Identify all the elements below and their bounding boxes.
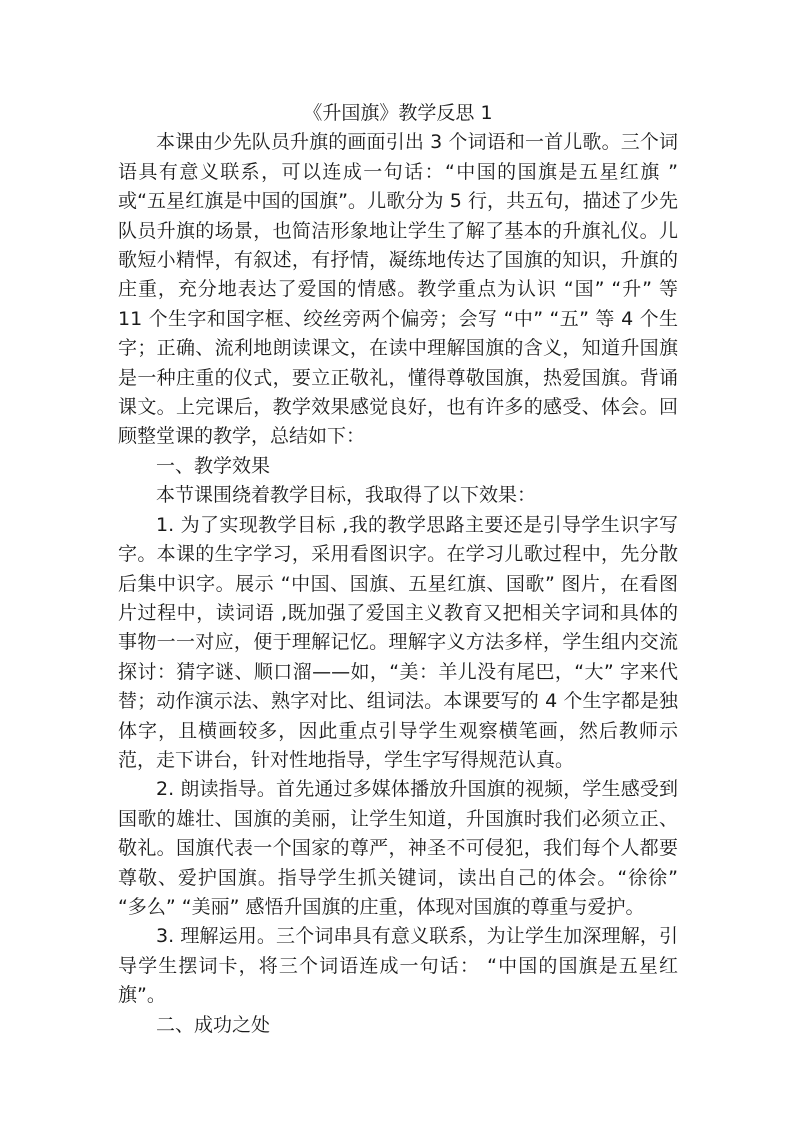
point-1-paragraph: 1. 为了实现教学目标 ,我的教学思路主要还是引导学生识字写字。本课的生字学习，采用看图识字。在学习儿歌过程中，先分散后集中识字。展示 “中国、国旗、五星红旗、国歌” 图片，在看图片过程中，读词语 ,既加强了爱国主义教育又把相关字词和具体的事物一一对应，便于理解记忆。理解字义方法多样，学生组内交流探讨：猜字谜、顺口溜——如，“美：羊儿没有尾巴，“大” 字来代替；动作演示法、熟字对比、组词法。本课要写的 4 个生字都是独体字，且横画较多，因此重点引导学生观察横笔画，然后教师示范，走下讲台，针对性地指导，学生字写得规范认真。 xyxy=(118,513,678,771)
document-title: 《升国旗》教学反思 1 xyxy=(303,102,493,124)
section-heading-teaching-effect: 一、教学效果 xyxy=(156,454,271,477)
point-3-paragraph: 3. 理解运用。三个词串具有意义联系，为让学生加深理解，引导学生摆词卡，将三个词语连成一句话： “中国的国旗是五星红旗”。 xyxy=(118,925,678,1007)
section-lead-paragraph: 本节课围绕着教学目标，我取得了以下效果： xyxy=(156,484,537,507)
intro-paragraph: 本课由少先队员升旗的画面引出 3 个词语和一首儿歌。三个词语具有意义联系，可以连成一句话：“中国的国旗是五星红旗 ” 或“五星红旗是中国的国旗”。儿歌分为 5 行，共五句，描述了少先队员升旗的场景，也简洁形象地让学生了解了基本的升旗礼仪。儿歌短小精悍，有叙述，有抒情，凝练地传达了国旗的知识，升旗的庄重，充分地表达了爱国的情感。教学重点为认识 “国” “升” 等 11 个生字和国字框、绞丝旁两个偏旁；会写 “中” “五” 等 4 个生字；正确、流利地朗读课文，在读中理解国旗的含义，知道升国旗是一种庄重的仪式，要立正敬礼，懂得尊敬国旗，热爱国旗。背诵课文。上完课后，教学效果感觉良好，也有许多的感受、体会。回顾整堂课的教学，总结如下： xyxy=(118,131,678,448)
point-2-paragraph: 2. 朗读指导。首先通过多媒体播放升国旗的视频，学生感受到国歌的雄壮、国旗的美丽，让学生知道，升国旗时我们必须立正、敬礼。国旗代表一个国家的尊严，神圣不可侵犯，我们每个人都要尊敬、爱护国旗。指导学生抓关键词，读出自己的体会。“徐徐” “多么” “美丽” 感悟升国旗的庄重，体现对国旗的尊重与爱护。 xyxy=(118,778,678,918)
section-heading-success: 二、成功之处 xyxy=(156,1013,271,1036)
document-page xyxy=(118,99,678,1040)
